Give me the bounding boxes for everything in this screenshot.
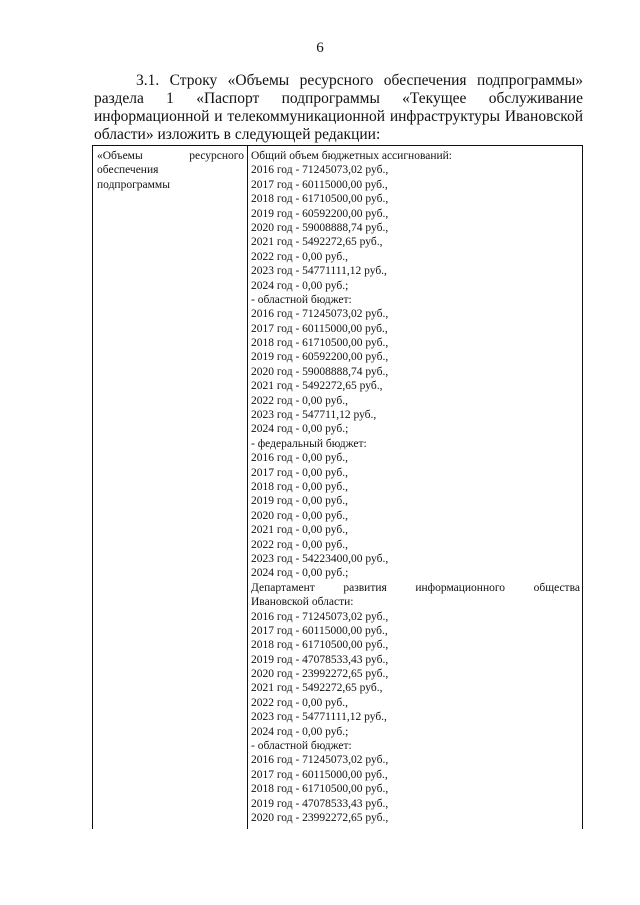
list-item: 2016 год - 71245073,02 руб.,: [251, 308, 389, 321]
general-header: Общий объем бюджетных ассигнований:: [251, 150, 452, 162]
federal-header: - федеральный бюджет:: [251, 437, 367, 450]
intro-line-1: 3.1. Строку «Объемы ресурсного обеспечения подпрограммы»: [136, 72, 583, 89]
department-header-word: информационного: [415, 581, 506, 594]
regional-list: [251, 307, 580, 437]
list-item: 2018 год - 61710500,00 руб.,: [251, 193, 389, 206]
department-header-word: Департамент: [251, 581, 315, 594]
list-item: 2023 год - 54223400,00 руб.,: [251, 552, 389, 565]
list-item: 2023 год - 54771111,12 руб.,: [251, 711, 387, 724]
department-header-word: развития: [343, 581, 387, 594]
list-item: 2017 год - 60115000,00 руб.,: [251, 624, 388, 637]
left-cell-line-3: подпрограммы: [97, 178, 170, 191]
intro-line-3: информационной и телекоммуникационной инфраструктуры Ивановской: [94, 108, 583, 125]
list-item: 2024 год - 0,00 руб.;: [251, 423, 349, 436]
list-item: 2024 год - 0,00 руб.;: [251, 725, 349, 738]
list-item: 2022 год - 0,00 руб.,: [251, 394, 348, 407]
list-item: 2017 год - 60115000,00 руб.,: [251, 768, 388, 781]
table-left-cell: [93, 146, 248, 829]
list-item: 2021 год - 5492272,65 руб.,: [251, 236, 383, 249]
list-item: 2021 год - 5492272,65 руб.,: [251, 682, 383, 695]
list-item: 2018 год - 61710500,00 руб.,: [251, 639, 389, 652]
list-item: 2023 год - 547711,12 руб.,: [251, 409, 377, 422]
department-list: [251, 610, 580, 740]
list-item: 2020 год - 23992272,65 руб.,: [251, 668, 389, 681]
list-item: 2021 год - 5492272,65 руб.,: [251, 380, 383, 393]
list-item: 2019 год - 47078533,43 руб.,: [251, 653, 389, 666]
list-item: 2020 год - 59008888,74 руб.,: [251, 365, 389, 378]
list-item: 2019 год - 0,00 руб.,: [251, 495, 348, 508]
list-item: 2018 год - 61710500,00 руб.,: [251, 783, 389, 796]
left-cell-word-1: «Объемы: [97, 150, 143, 162]
left-cell-line-2: обеспечения: [97, 164, 159, 177]
list-item: 2024 год - 0,00 руб.;: [251, 279, 349, 292]
list-item: 2017 год - 60115000,00 руб.,: [251, 178, 388, 191]
resource-table: [92, 145, 583, 829]
list-item: 2019 год - 47078533,43 руб.,: [251, 797, 389, 810]
list-item: 2023 год - 54771111,12 руб.,: [251, 265, 387, 278]
list-item: 2020 год - 0,00 руб.,: [251, 509, 348, 522]
list-item: 2016 год - 0,00 руб.,: [251, 452, 348, 465]
department-header-word: общества: [533, 581, 580, 594]
list-item: 2017 год - 0,00 руб.,: [251, 466, 348, 479]
department-header-line-2: Ивановской области:: [251, 596, 354, 609]
table-right-cell: [248, 146, 582, 825]
list-item: 2020 год - 23992272,65 руб.,: [251, 811, 389, 824]
list-item: 2022 год - 0,00 руб.,: [251, 250, 348, 263]
list-item: 2016 год - 71245073,02 руб.,: [251, 610, 389, 623]
list-item: 2022 год - 0,00 руб.,: [251, 696, 348, 709]
regional-header: - областной бюджет:: [251, 293, 352, 306]
list-item: 2022 год - 0,00 руб.,: [251, 538, 348, 551]
list-item: 2016 год - 71245073,02 руб.,: [251, 164, 389, 177]
list-item: 2019 год - 60592200,00 руб.,: [251, 207, 389, 220]
list-item: 2020 год - 59008888,74 руб.,: [251, 221, 389, 234]
department-regional-list: [251, 753, 580, 825]
page-number: 6: [316, 40, 324, 56]
federal-list: [251, 451, 580, 581]
intro-line-2: раздела 1 «Паспорт подпрограммы «Текущее обслуживание: [94, 90, 583, 107]
list-item: 2021 год - 0,00 руб.,: [251, 524, 348, 537]
left-cell-line-1: [97, 149, 244, 163]
intro-line-4: области» изложить в следующей редакции:: [94, 126, 381, 143]
list-item: 2024 год - 0,00 руб.;: [251, 567, 349, 580]
list-item: 2019 год - 60592200,00 руб.,: [251, 351, 389, 364]
department-header-line-1: [251, 581, 580, 595]
list-item: 2018 год - 61710500,00 руб.,: [251, 337, 389, 350]
left-cell-word-2: ресурсного: [189, 150, 244, 162]
department-regional-header: - областной бюджет:: [251, 740, 352, 753]
general-list: [251, 163, 580, 293]
list-item: 2016 год - 71245073,02 руб.,: [251, 754, 389, 767]
list-item: 2018 год - 0,00 руб.,: [251, 480, 348, 493]
list-item: 2017 год - 60115000,00 руб.,: [251, 322, 388, 335]
